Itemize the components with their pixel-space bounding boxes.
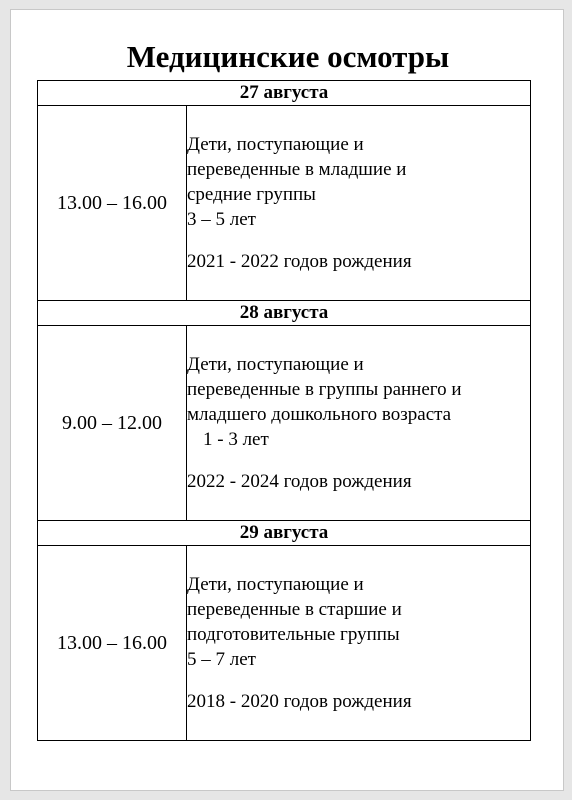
session-row	[38, 326, 531, 521]
session-row	[38, 546, 531, 741]
description-line: подготовительные группы	[187, 624, 400, 645]
description-line: младшего дошкольного возраста	[187, 404, 452, 425]
date-row	[38, 81, 531, 106]
page-title: Медицинские осмотры	[126, 39, 450, 74]
date-header: 29 августа	[38, 521, 531, 546]
birth-years: 2018 - 2020 годов рождения	[187, 691, 412, 712]
date-row	[38, 301, 531, 326]
description-line: Дети, поступающие и	[187, 354, 364, 375]
schedule-table	[37, 80, 531, 741]
date-header: 27 августа	[38, 81, 531, 106]
description-cell	[187, 326, 531, 521]
age-range: 1 - 3 лет	[203, 429, 269, 450]
age-range: 3 – 5 лет	[187, 209, 256, 230]
time-cell: 13.00 – 16.00	[38, 106, 187, 301]
description-line: средние группы	[187, 184, 316, 205]
session-row	[38, 106, 531, 301]
description-line: Дети, поступающие и	[187, 574, 364, 595]
description-line: переведенные в старшие и	[187, 599, 402, 620]
document-page	[10, 9, 564, 791]
description-cell	[187, 546, 531, 741]
birth-years: 2021 - 2022 годов рождения	[187, 251, 412, 272]
description-line: переведенные в группы раннего и	[187, 379, 462, 400]
birth-years: 2022 - 2024 годов рождения	[187, 471, 412, 492]
date-header: 28 августа	[38, 301, 531, 326]
age-range: 5 – 7 лет	[187, 649, 256, 670]
date-row	[38, 521, 531, 546]
description-line: переведенные в младшие и	[187, 159, 407, 180]
description-line: Дети, поступающие и	[187, 134, 364, 155]
time-cell: 9.00 – 12.00	[38, 326, 187, 521]
description-cell	[187, 106, 531, 301]
time-cell: 13.00 – 16.00	[38, 546, 187, 741]
